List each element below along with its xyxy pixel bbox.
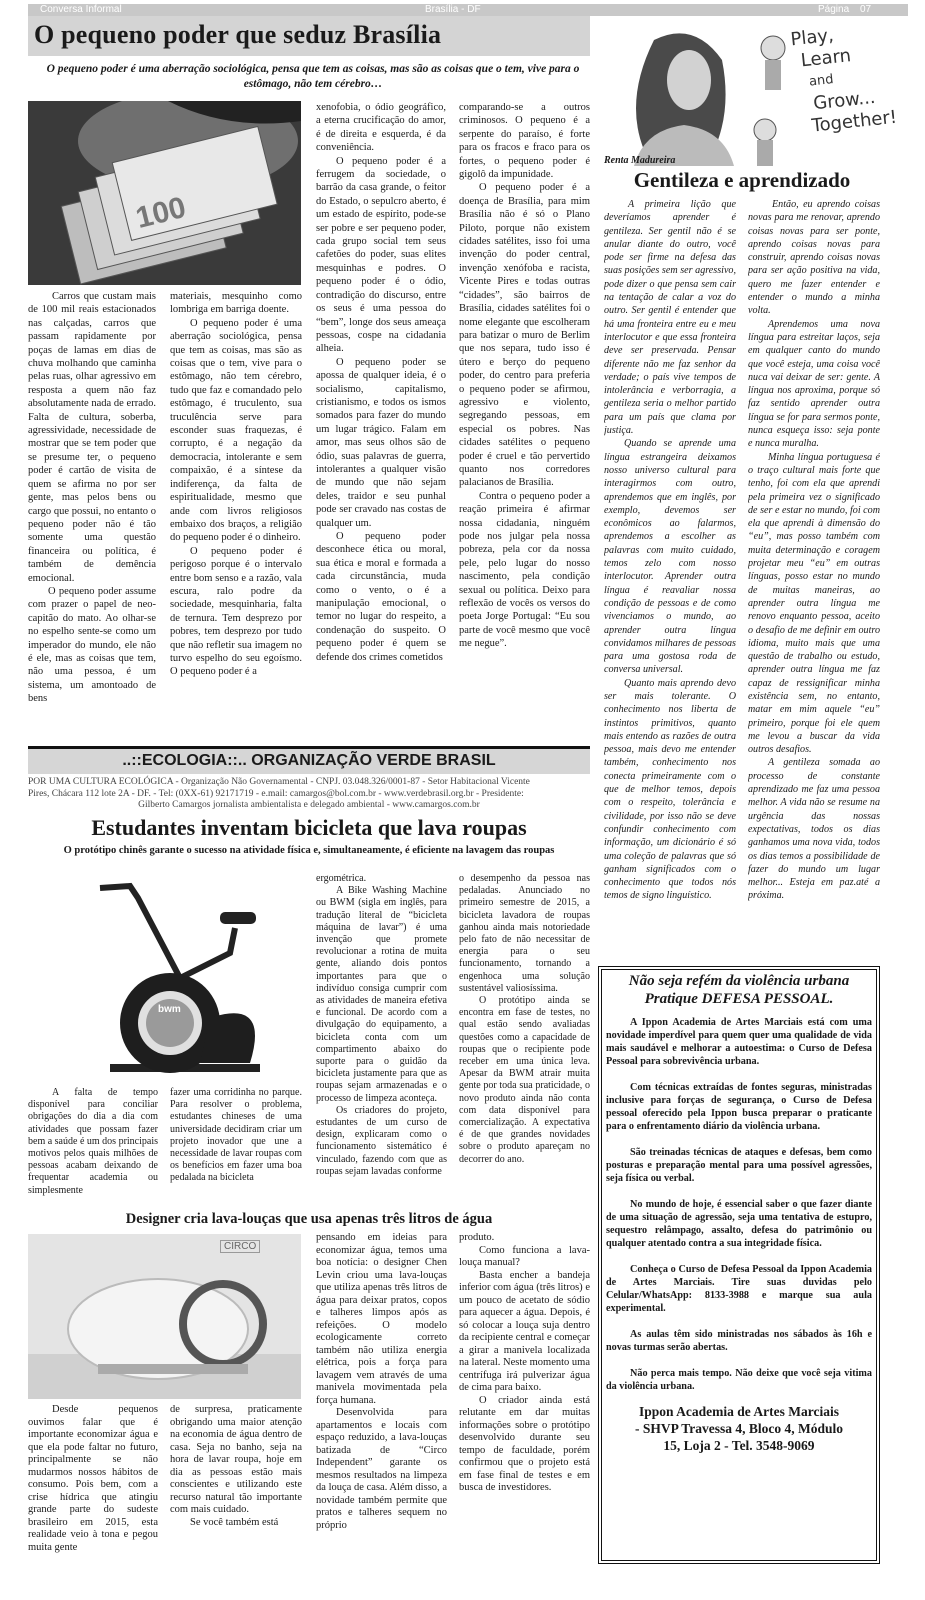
headline-box [28, 16, 590, 56]
article2-col4 [459, 873, 590, 1203]
headline: O pequeno poder que seduz Brasília [34, 20, 442, 49]
article3-col3 [316, 1232, 447, 1564]
location: Brasília - DF [425, 4, 481, 15]
paragraph: Conheça o Curso de Defesa Pessoal da Ippon Academia de Artes Marciais. Tire suas duvidas pelo Celular/WhatsApp: 8133-3988 e marque sua aula experimental. [606, 1264, 872, 1314]
paragraph: As aulas têm sido ministradas nos sábados às 16h e novas turmas serão abertas. [606, 1329, 872, 1353]
article1-col4 [459, 101, 590, 741]
paragraph: Como funciona a lava-louça manual? [459, 1244, 590, 1268]
ad-subheadline: Pratique DEFESA PESSOAL. [644, 991, 834, 1007]
paragraph: comparando-se a outros criminosos. O pequeno é a serpente do paraíso, é forte para os fracos e fraco para os fortes, o pequeno poder é gigolô da impunidade. [459, 102, 590, 181]
paragraph: O pequeno poder é a ferrugem da sociedade, o barrão da casa grande, o feitor do Estado, o sepulcro aberto, é um estado de espírito, pode-se ser pobre e ser pequeno poder, cada grupo social tem seus cafetões do poder, suas elites mesquinhas e podres. O pequeno poder é o ódio, contradição do discurso, entre os seus é uma pessoa do “bem”, longe dos seus ameaça pessoas, cospe na cidadania alheia. [316, 155, 446, 355]
article1-col3 [316, 101, 446, 741]
paragraph: o desempenho da pessoa nas pedaladas. Anunciado no primeiro semestre de 2015, a bicicleta lavadora de roupas ganhou ainda mais notoriedade pelo fato de não necessitar de energia para o seu funcionamento, tornando a engenhoca uma solução sustentável valiosíssima. [459, 873, 590, 994]
paragraph: O pequeno poder assume com prazer o papel de neo- capitão do mato. Ao olhar-se no espelho sente-se como um imperador do mundo, ele não é ele, mas as coisas que tem, não uma pessoa, é um sistema, um amontoado de bens [28, 585, 156, 705]
paragraph: Aprendemos uma nova língua para estreitar laços, seja em qualquer canto do mundo que você esteja, uma coisa você nuca vai deixar de ser: gente. A língua nos aproxima, porque só faz sentido aprender outra língua se for para sermos ponte, nunca esqueça isso: seja ponte e nunca muralha. [748, 318, 880, 450]
paragraph: A Bike Washing Machine ou BWM (sigla em inglês, para tradução literal de “bicicleta máquina de lavar”) é uma invenção que promete revolucionar a rotina de muita gente, aliando dois pontos importantes para que o indivíduo consiga cumprir com as atividades de maneira efetiva e funcional. De acordo com a divulgação do equipamento, a bicicleta conta com um compartimento abaixo do suporte para o guidão da bicicleta justamente para que as roupas sejam armazenadas e o processo de limpeza aconteça. [316, 885, 447, 1104]
article3-col4 [459, 1232, 590, 1564]
article2-col1 [28, 1087, 158, 1202]
article1-col1 [28, 290, 156, 740]
ad-footer-line: Ippon Academia de Artes Marciais [639, 1404, 839, 1419]
gentileza-col-a [604, 198, 736, 950]
paragraph: Não perca mais tempo. Não deixe que você seja vitima da violência urbana. [606, 1368, 872, 1392]
paragraph: Carros que custam mais de 100 mil reais estacionados nas calçadas, carros que passam rapidamente por poças de lamas em dias de chuva molhando que caminha pelas ruas, olhar agressivo em resposta a quem não faz absolutamente nada de errado. Falta de cultura, soberba, agressividade, necessidade de mostrar que se tem poder que se presume ter, o pequeno poder é cartão de visita de quem se afirma no por ser gente, mas pelos bens ou cargo que possui, no entanto o pequeno poder não é tão somente uma questão financeira ou política, é também de demência emocional. [28, 291, 156, 584]
play-learn-logo [745, 20, 898, 170]
ad-body [602, 1008, 876, 1393]
product-label: CIRCO [220, 1240, 260, 1253]
paragraph: Contra o pequeno poder a reação primeira é afirmar nossa cidadania, ninguém pode nos julgar pela nossa pobreza, pela cor da nossa pele, pelo lugar do nosso nascimento, pela condição sexual ou política. Deixo para reflexão de vocês os versos do poeta Jorge Portugal: “Eu sou parte de você mesmo que você me negue”. [459, 490, 590, 650]
logo-word: Learn [799, 45, 853, 72]
paragraph: O criador ainda está relutante em dar muitas informações sobre o protótipo desenvolvido durante seu tempo de faculdade, porém confirmou que o projeto está em fase final de testes e em busca de investidores. [459, 1394, 590, 1493]
paragraph: No mundo de hoje, é essencial saber o que fazer diante de uma situação de agressão, seja uma tentativa de estupro, sequestro relâmpago, assalto, defesa do patrimônio ou qualquer atentado contra a sua integridade física. [606, 1199, 872, 1249]
ad-footer-line: 15, Loja 2 - Tel. 3548-9069 [663, 1438, 815, 1453]
page-label: Página [818, 4, 850, 15]
money-photo [28, 101, 301, 285]
section-name: Conversa Informal [40, 4, 122, 15]
paragraph: A Ippon Academia de Artes Marciais está com uma novidade imperdível para quem quer uma qualidade de vida mais saudável e melhorar a autoestima: o Curso de Defesa Pessoal para sobrevivência urbana. [606, 1017, 872, 1067]
logo-word: Grow... [812, 86, 877, 115]
paragraph: Quanto mais aprendo devo ser mais tolerante. O conhecimento nos liberta de instintos primitivos, quanto mais entendo as razões de outra pessoa, mais devo me entender também, conhecimento nos conecta primeiramente com o que de melhor temos, depois com o respeito, tolerância e civilidade, por isso não se deve confundir conhecimento com informação, um dicionário é só uma coleção de palavras que só ganham significados com o conhecimento que todos nós temos de signo linguístico. [604, 677, 736, 902]
paragraph: Desenvolvida para apartamentos e locais com espaço reduzido, a lava-louças batizada de “Circo Independent” garante os mesmos resultados na limpeza da louça de casa. Além disso, a novidade também permite que pratos e talheres sequem no próprio [316, 1407, 447, 1531]
paragraph: materiais, mesquinho como lombriga em barriga doente. [170, 291, 302, 316]
paragraph: O pequeno poder é a doença de Brasília, para mim Brasília não é só o Plano Piloto, porque não existem cidades satélites, isso foi uma invenção do poder central, invenção xenófoba e racista, Vicente Pires e todas outras “cidades”, são bairros de Brasília, cidades satélites foi o nome elegante que escolheram para batizar o muro de Berlim que nos separa, tudo isso é útero e berço do pequeno poder, do centro para preferia o pequeno poder se afirmou, agressivo e violento, segregando pessoas, em especial os pobres. Nas cidades satélites o pequeno poder é cruel e tão pervertido quanto nos corredores palacianos de Brasília. [459, 182, 590, 489]
paragraph: ergométrica. [316, 873, 367, 884]
paragraph: Se você também está [190, 1516, 279, 1528]
ad-footer-line: - SHVP Travessa 4, Bloco 4, Módulo [634, 1421, 843, 1436]
paragraph: São treinadas técnicas de ataques e defesas, bem como posturas e preparação mental para uma possível agressões, seja física ou verbal. [606, 1147, 872, 1184]
paragraph: produto. [459, 1232, 495, 1243]
article2-subtitle: O protótipo chinês garante o sucesso na atividade física e, simultaneamente, é eficiente na lavagem das roupas [63, 845, 555, 856]
page-number: 07 [860, 4, 872, 15]
column-title: Gentileza e aprendizado [633, 168, 851, 192]
paragraph: O protótipo ainda se encontra em fase de testes, no qual estão sendo avaliadas questões como a capacidade de roupas que o recipiente pode receber em uma única leva. Apesar da BWM atrair muita gente por toda sua praticidade, o novo produto ainda não conta com data disponível para comercialização. A expectativa é de que grandes novidades sobre o produto apareçam no decorrer do ano. [459, 995, 590, 1165]
author-name: Renta Madureira [604, 155, 676, 166]
article2-col3 [316, 873, 447, 1203]
ad-box [598, 966, 880, 1564]
author-photo [604, 20, 734, 166]
article2-col2 [170, 1087, 302, 1202]
gentileza-col-b [748, 198, 880, 950]
logo-word: and [808, 72, 835, 90]
ecologia-info [28, 777, 590, 812]
ad-headline: Não seja refém da violência urbana [628, 973, 850, 989]
article3-title: Designer cria lava-louças que usa apenas três litros de água [125, 1211, 493, 1227]
ecologia-banner [28, 746, 590, 774]
paragraph: O pequeno poder é perigoso porque é o intervalo entre bom senso e a razão, vala escura, ralo podre da sociedade, mesquinharia, falta de ternura. Tem desprezo por pobres, tem desprezo por tudo que não refletir sua imagem no turvo espelho do seu egoísmo. O pequeno poder é a [170, 545, 302, 678]
paragraph: O pequeno poder é uma aberração sociológica, pensa que tem as coisas, mas são as coisas que o tem, vive para o estômago, não tem cérebro, tudo que faz e comandado pelo estômago, é truculento, sua truculência serve para esconder suas fraquezas, é corrupto, é a negação da democracia, intolerante e sem compaixão, é a síntese da indiferença, da falta de espiritualidade, mesmo que ande com livros religiosos embaixo dos braços, a religião do pequeno poder é o dinheiro. [170, 317, 302, 544]
paragraph: de surpresa, praticamente obrigando uma maior atenção na economia de água dentro de casa. Seja no banho, seja na hora de lavar roupa, hoje em dia as pessoas estão mais conscientes e utilizando este recurso natural tão importante com mais cuidado. [170, 1404, 302, 1515]
logo-word: Together! [810, 106, 898, 137]
svg-text:100: 100 [132, 190, 190, 236]
paragraph: O pequeno poder desconhece ética ou moral, sua ética e moral e formada a cada circunstância, muda como o vento, o é a manipulação emocional, o temor no lugar do respeito, a condenação do suspeito. O pequeno poder é quem se defende dos crimes cometidos [316, 531, 446, 663]
bike-brand: bwm [158, 1004, 181, 1015]
logo-text [790, 19, 899, 139]
article2-title: Estudantes inventam bicicleta que lava roupas [91, 815, 527, 840]
bike-photo [60, 868, 300, 1078]
paragraph: Então, eu aprendo coisas novas para me renovar, aprendo coisas novas para ser ponte, aprendo coisas novas para construir, aprendo coisas novas para ser ação positiva na vida, quero me fazer entender e entender o mundo a minha volta. [748, 199, 880, 317]
ad-footer [602, 1403, 876, 1454]
paragraph: Desde pequenos ouvimos falar que é importante economizar água e que ela pode faltar no futuro, principalmente se não mudarmos nossos hábitos de consumo. Pois bem, com a crise hídrica que atingiu grande parte do sudeste brasileiro em 2015, esta realidade veio à tona e pegou muita gente [28, 1404, 158, 1553]
paragraph: fazer uma corridinha no parque. Para resolver o problema, estudantes chineses de uma universidade decidiram criar um projeto inovador que une a necessidade de lavar roupas com os benefícios em fazer uma boa pedalada na bicicleta [170, 1087, 302, 1184]
paragraph: xenofobia, o ódio geográfico, a eterna crucificação do amor, é de direita e esquerda, é da conveniência. [316, 102, 446, 154]
paragraph: Os criadores do projeto, estudantes de um curso de design, explicaram como o funcionamento sistemático é vinculado, fazendo com que as roupas sejam lavadas conforme [316, 1104, 447, 1177]
paragraph: Minha língua portuguesa é o traço cultural mais forte que tenho, foi com ela que aprendi pela primeira vez o significado de ser e estar no mundo, foi com ela que aprendi à dimensão do “eu”, mas posso também com muita determinação e coragem projetar meu “eu” em outras línguas, posso estar no mundo de muitas maneiras, ao aprender outra língua me renovo enquanto pessoa, aceito o desafio de me definir em outro idioma, muito mais que uma questão de trabalho ou estudo, aprender outra língua me faz capaz de ressignificar minha existência sem, no entanto, matar em mim aquele “eu” primeiro, porque foi ele quem me levou a buscar da vida outros desafios. [748, 451, 880, 756]
info-line: Pires, Chácara 112 lote 2A - DF. - Tel: (0XX-61) 92171719 - e.mail: camargos@bol.com.br - www.verdebrasil.org.br - Presidente: [28, 788, 524, 799]
paragraph: pensando em ideias para economizar água, temos uma boa notícia: o designer Chen Levin criou uma lava-louças que utiliza apenas três litros de água para deixar pratos, copos e talheres limpos após as refeições. O modelo ecologicamente correto também não utiliza energia elétrica, pois a força para lavagem vem através de uma manivela movimentada pela força humana. [316, 1232, 447, 1406]
paragraph: A gentileza somada ao processo de constante aprendizado me faz uma pessoa melhor. A vida não se resume na urgência das nossas expectativas, todos os dias ganhamos uma nova vida, todos os dias temos a possibilidade de fazer do mundo um lugar melhor... Esteja em paz.até a próxima. [748, 757, 880, 902]
article-subtitle: O pequeno poder é uma aberração sociológica, pensa que tem as coisas, mas são as coisas que o tem, vive para o estômago, não tem cérebro… [46, 63, 580, 90]
dishwasher-photo [28, 1234, 301, 1399]
article3-col1 [28, 1404, 158, 1564]
article1-col2 [170, 290, 302, 740]
ecologia-title: ..::ECOLOGIA::.. ORGANIZAÇÃO VERDE BRASIL [122, 752, 496, 769]
paragraph: Com técnicas extraídas de fontes seguras, ministradas inclusive para forças de segurança, o Curso de Defesa pessoal oferecido pela Ippon busca preparar o praticante para o enfrentamento diário da violência urbana. [606, 1082, 872, 1132]
info-line: POR UMA CULTURA ECOLÓGICA - Organização Não Governamental - CNPJ. 03.048.326/0001-87 - Setor Habitacional Vicente [28, 777, 530, 787]
page-header-bar [28, 4, 908, 16]
info-line: Gilberto Camargos jornalista ambientalista e delegado ambiental - www.camargos.com.br [138, 800, 480, 810]
paragraph: A primeira lição que deveríamos aprender é gentileza. Ser gentil não é se anular diante do outro, você pode ser firme na defesa das suas posições sem ser agressivo, pode dizer o que pensa sem cair na tentação de calar a voz do outro. Ser gentil é entender que há uma fronteira entre eu e meu interlocutor e que essa fronteira deve ser preservada. Pensar diferente não me faz senhor da verdade; o país vive tempos de intolerância e verborragia, a gentileza seria o melhor partido para um país que clama por justiça. [604, 199, 736, 437]
paragraph: O pequeno poder se apossa de qualquer ideia, é o socialismo, capitalismo, cristianismo, e todos os ismos somados para fazer do mundo um lugar trágico. Falam em amor, mas seus olhos são de ódio, suas palavras de guerra, intolerantes a qualquer visão de mundo que não sejam deles, traidor e seu punhal pode ser cravado nas costas de qualquer um. [316, 356, 446, 529]
paragraph: Basta encher a bandeja inferior com água (três litros) e um pouco de acetato de sódio para aquecer a água. Depois, é só colocar a louça suja dentro da recipiente central e começar a girar a manivela localizada na lateral. Neste momento uma centrífuga irá pulverizar água de cima para baixo. [459, 1269, 590, 1393]
paragraph: A falta de tempo disponível para conciliar obrigações do dia a dia com atividades que possam fazer bem a saúde é um dos principais motivos pelos quais milhões de pessoas acabam deixando de frequentar academia ou simplesmente [28, 1087, 158, 1196]
article3-col2 [170, 1404, 302, 1564]
paragraph: Quando se aprende uma língua estrangeira deixamos nosso universo cultural para interagirmos com outro, aprendemos que em inglês, por exemplo, devemos ser econômicos ao falarmos, aprendemos a escolher as palavras com muito cuidado, temos zelo com nosso interlocutor. Aprender outra língua é reavaliar nossa condição de pessoas e de como vivenciamos o mundo, ao aprender outra língua convidamos milhares de pessoas para uma gostosa roda de conversa universal. [604, 438, 736, 676]
logo-word: Play, [789, 24, 835, 51]
